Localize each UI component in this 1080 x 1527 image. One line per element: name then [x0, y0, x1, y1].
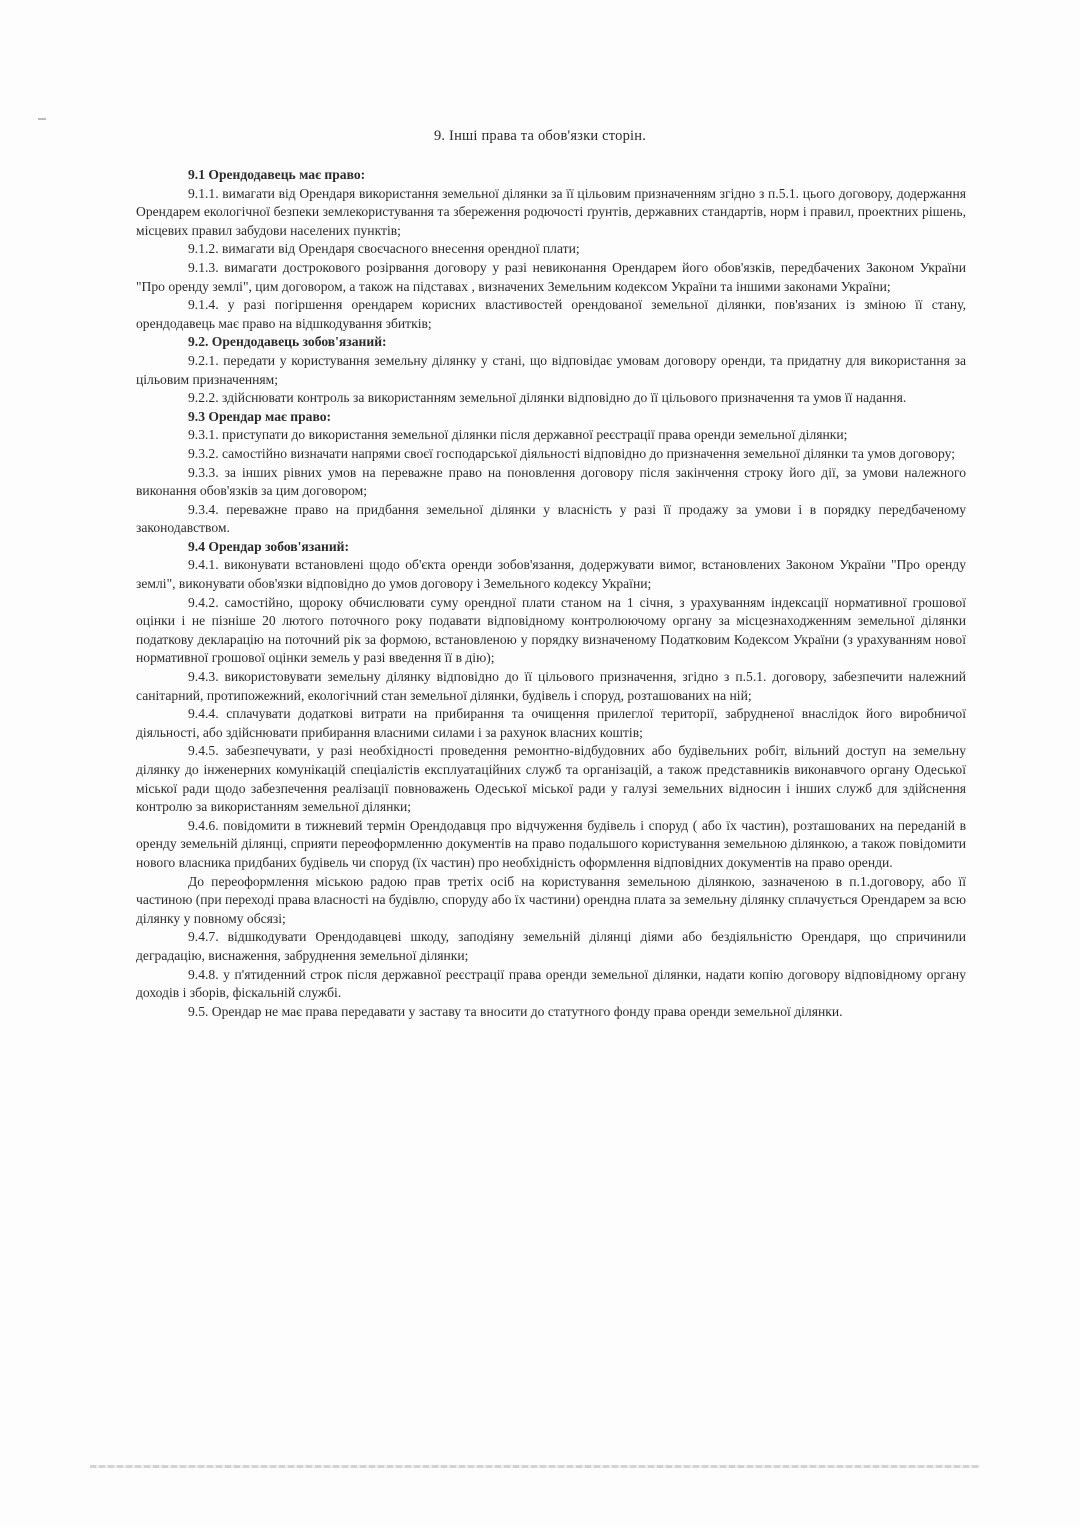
paragraph: 9.5. Орендар не має права передавати у заставу та вносити до статутного фонду права оренди земельної ділянки. — [188, 1003, 843, 1019]
paragraph: 9.4.2. самостійно, щороку обчислювати суму орендної плати станом на 1 січня, з урахуванням індексації нормативної грошової оцінки і не пізніше 20 лютого поточного року подавати відповідному контролюючому органу за місцезнаходженням земельної ділянки податкову декларацію на поточний рік за формою, встановленою у порядку визначеному Податковим Кодексом України (з урахуванням нової нормативної грошової оцінки земель у разі введення її в дію); — [136, 594, 966, 666]
section-heading: 9.2. Орендодавець зобов'язаний: — [188, 334, 387, 350]
section-title: 9. Інші права та обов'язки сторін. — [433, 128, 647, 144]
scan-mark — [38, 118, 46, 120]
paragraph: 9.2.1. передати у користування земельну ділянку у стані, що відповідає умовам договору оренди, та придатну для використання за цільовим призначенням; — [136, 352, 966, 387]
paragraph: 9.1.3. вимагати дострокового розірвання договору у разі невиконання Орендарем його обов'язків, передбачених Законом України "Про оренду землі", цим договором, а також на підставах , визначених Земельним кодексом України та іншими законами України; — [136, 259, 966, 294]
paragraph: 9.3.1. приступати до використання земельної ділянки після державної реєстрації права оренди земельної ділянки; — [188, 427, 848, 443]
paragraph: 9.3.4. переважне право на придбання земельної ділянки у власність у разі її продажу за умови і в порядку передбаченому законодавством. — [136, 501, 966, 536]
paragraph: До переоформлення міською радою прав третіх осіб на користування земельною ділянкою, зазначеною в п.1.договору, або її частиною (при переході права власності на будівлю, споруду або їх частини) орендна плата за земельну ділянку сплачується Орендарем за всю ділянку у повному обсязі; — [136, 873, 966, 926]
paragraph: 9.4.3. використовувати земельну ділянку відповідно до її цільового призначення, згідно з п.5.1. договору, забезпечити належний санітарний, протипожежний, екологічний стан земельної ділянки, будівель і споруд, розташованих на ній; — [136, 669, 966, 703]
paragraph: 9.4.7. відшкодувати Орендодавцеві шкоду, заподіяну земельній ділянці діями або бездіяльністю Орендаря, що спричинили деградацію, виснаження, забруднення земельної ділянки; — [136, 929, 966, 963]
paragraph: 9.1.2. вимагати від Орендаря своєчасного внесення орендної плати; — [188, 241, 580, 257]
paragraph: 9.2.2. здійснювати контроль за використанням земельної ділянки відповідно до її цільового призначення та умов її надання. — [188, 390, 907, 406]
paragraph: 9.4.5. забезпечувати, у разі необхідності проведення ремонтно-відбудовних або будівельних робіт, вільний доступ на земельну ділянку до інженерних комунікацій спеціалістів експлуатаційних служб та організацій, а також представників виконавчого органу Одеської міської ради щодо забезпечення реалізації повноважень Одеської міської ради у галузі земельних відносин і інших служб для здійснення контролю за використанням земельної ділянки; — [136, 743, 966, 815]
section-heading: 9.4 Орендар зобов'язаний: — [188, 538, 350, 554]
paragraph: 9.4.8. у п'ятиденний строк після державної реєстрації права оренди земельної ділянки, надати копію договору відповідному органу доходів і зборів, фіскальній службі. — [136, 966, 966, 1001]
paragraph: 9.3.3. за інших рівних умов на переважне право на поновлення договору після закінчення строку його дії, за умови належного виконання обов'язків за цим договором; — [136, 464, 966, 499]
paragraph: 9.1.1. вимагати від Орендаря використання земельної ділянки за її цільовим призначенням згідно з п.5.1. цього договору, додержання Орендарем екологічної безпеки землекористування та збереження родючості ґрунтів, державних стандартів, норм і правил, проектних рішень, місцевих правил забудови населених пунктів; — [136, 185, 966, 238]
section-heading: 9.3 Орендар має право: — [188, 408, 332, 424]
paragraph: 9.3.2. самостійно визначати напрями своєї господарської діяльності відповідно до призначення земельної ділянки та умов договору; — [188, 445, 955, 461]
paragraph: 9.4.6. повідомити в тижневий термін Орендодавця про відчуження будівель і споруд ( або їх частин), розташованих на переданій в оренду земельній ділянці, сприяти переоформленню документів на право подальшого користування земельною ділянкою, а також повідомити нового власника придбаних будівель чи споруд (їх частин) про необхідність оформлення відповідних документів на право оренди. — [136, 817, 966, 870]
document-body — [136, 166, 966, 1021]
section-heading: 9.1 Орендодавець має право: — [188, 167, 366, 182]
paragraph: 9.1.4. у разі погіршення орендарем корисних властивостей орендованої земельної ділянки, пов'язаних із зміною її стану, орендодавець має право на відшкодування збитків; — [136, 297, 966, 331]
paragraph: 9.4.1. виконувати встановлені щодо об'єкта оренди зобов'язання, додержувати вимог, встановлених Законом України "Про оренду землі", виконувати обов'язки відповідно до умов договору і Земельного кодексу України; — [136, 557, 966, 592]
paragraph: 9.4.4. сплачувати додаткові витрати на прибирання та очищення прилеглої території, забрудненої внаслідок його виробничої діяльності, або здійснювати прибирання власними силами і за рахунок власних коштів; — [136, 706, 966, 740]
scan-bottom-edge — [90, 1465, 980, 1468]
